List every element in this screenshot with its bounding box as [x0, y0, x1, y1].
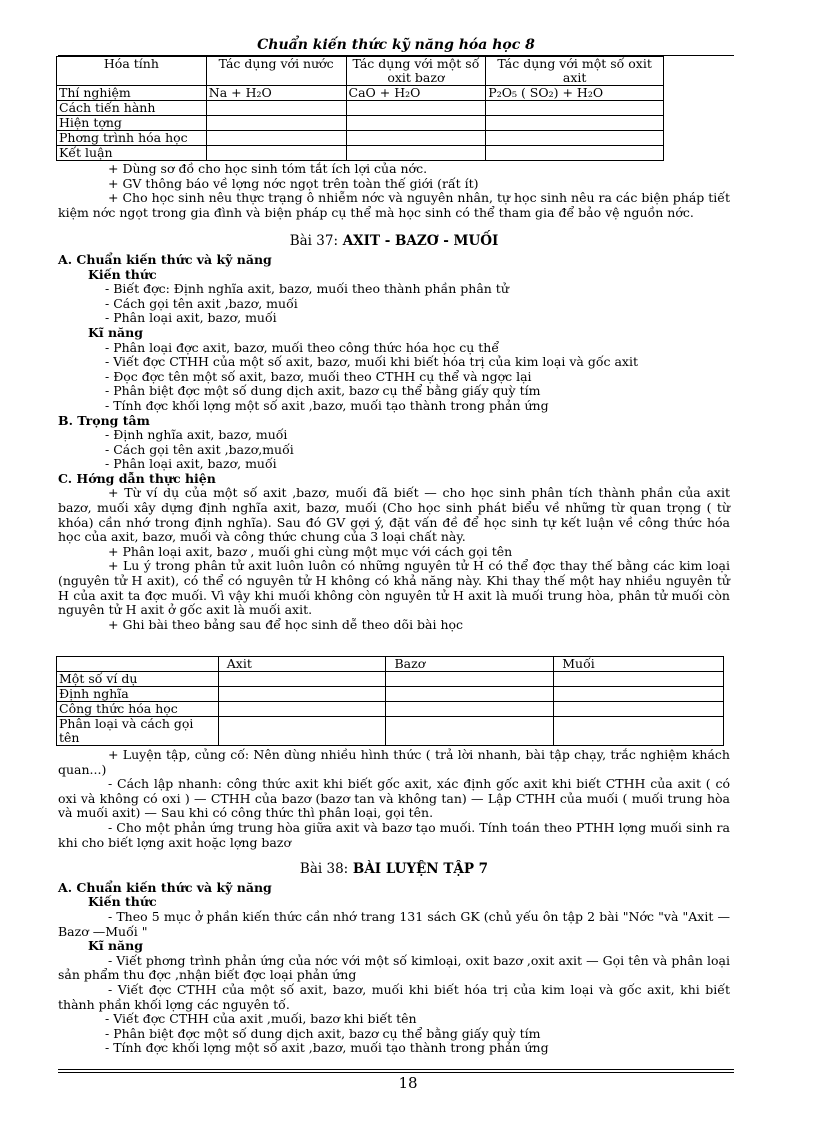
list-item: - Cách gọi tên axit ,bazơ,muối	[105, 441, 294, 457]
table-row	[57, 672, 724, 687]
paragraph: - Theo 5 mục ở phần kiến thức cần nhớ trang 131 sách GK (chủ yếu ôn tập 2 bài "Nớc "và "Axit — Bazơ —Muối "	[58, 908, 730, 939]
paragraph: - Cách lập nhanh: công thức axit khi biết gốc axit, xác định gốc axit khi biết CTHH của axit ( có oxi và không có oxi ) — CTHH của bazơ (bazơ tan và không tan) — Lập CTHH của muối ( muối trung hòa và muối axit) — Sau khi có công thức thì phân loại, gọi tên.	[58, 776, 730, 821]
table-cell	[218, 702, 386, 717]
table-cell	[486, 131, 664, 146]
paragraph: + Phân loại axit, bazơ , muối ghi cùng một mục với cách gọi tên	[108, 543, 513, 559]
page-number: 18	[398, 1074, 418, 1092]
footer-rule	[58, 1072, 734, 1073]
table-header-row	[57, 657, 724, 672]
section-heading: C. Hớng dẫn thực hiện	[58, 470, 216, 486]
paragraph: + Luyện tập, củng cố: Nên dùng nhiều hình thức ( trả lời nhanh, bài tập chạy, trắc nghiệm khách quan...)	[58, 747, 730, 777]
table-cell	[218, 687, 386, 702]
list-item: - Tính đợc khối lợng một số axit ,bazơ, muối tạo thành trong phản ứng	[105, 1040, 549, 1056]
section-heading: B. Trọng tâm	[58, 412, 150, 428]
list-item: - Viết đợc CTHH của một số axit, bazơ, muối khi biết hóa trị của kim loại và gốc axit	[105, 354, 638, 370]
table-cell	[346, 101, 486, 116]
subsection-heading: Kiến thức	[88, 894, 157, 910]
table-header-cell: Bazơ	[386, 657, 554, 672]
paragraph: - Viết phơng trình phản ứng của nớc với một số kimloại, oxit bazơ ,oxit axit — Gọi tên và phân loại sản phẩm thu đợc ,nhận biết đợc loại phản ứng	[58, 952, 730, 983]
table-cell	[386, 687, 554, 702]
table-cell: Phơng trình hóa học	[57, 131, 207, 146]
subsection-heading: Kĩ năng	[88, 324, 143, 340]
lesson-name: BÀI LUYỆN TẬP 7	[352, 861, 489, 878]
section-heading: A. Chuẩn kiến thức và kỹ năng	[58, 879, 272, 895]
list-item: - Cách gọi tên axit ,bazơ, muối	[105, 295, 298, 311]
lesson-title	[58, 234, 730, 249]
page-header: Chuẩn kiến thức kỹ năng hóa học 8	[58, 38, 734, 56]
summary-table	[56, 656, 724, 746]
table-cell	[206, 131, 346, 146]
lesson-name: AXIT - BAZƠ - MUỐI	[342, 233, 499, 250]
table-header-cell: Muối	[554, 657, 724, 672]
table-cell	[554, 702, 724, 717]
table-cell	[206, 146, 346, 161]
list-item: - Phân biệt đợc một số dung dịch axit, bazơ cụ thể bằng giấy quỳ tím	[105, 383, 541, 399]
table-cell: CaO + H₂O	[346, 86, 486, 101]
table-cell	[486, 116, 664, 131]
table-cell	[218, 672, 386, 687]
paragraph: + Cho học sinh nêu thực trạng ô nhiễm nớc và nguyên nhân, tự học sinh nêu ra các biện pháp tiết kiệm nớc ngọt trong gia đình và biện pháp cụ thể mà học sinh có thể tham gia để bảo vệ nguồn nớc.	[58, 190, 730, 220]
table-cell	[346, 116, 486, 131]
table-header-cell: Axit	[218, 657, 386, 672]
table-cell	[554, 672, 724, 687]
table-cell: Hiện tợng	[57, 116, 207, 131]
table-cell	[386, 672, 554, 687]
footer-rule	[58, 1069, 734, 1070]
table-row	[57, 702, 724, 717]
table-row	[57, 86, 664, 101]
table-row	[57, 717, 724, 746]
section-heading: A. Chuẩn kiến thức và kỹ năng	[58, 251, 272, 267]
table-cell	[486, 101, 664, 116]
lesson-number: Bài 38:	[299, 861, 349, 878]
table-header-cell	[57, 657, 219, 672]
lesson36-continuation	[58, 162, 730, 632]
table-cell	[346, 131, 486, 146]
table-cell: Kết luận	[57, 146, 207, 161]
lesson37-continuation	[58, 748, 730, 1056]
table-cell: Phân loại và cách gọi tên	[57, 717, 219, 746]
lesson-title	[58, 862, 730, 877]
table-row	[57, 131, 664, 146]
table-header-row	[57, 57, 664, 86]
paragraph: - Cho một phản ứng trung hòa giữa axit và bazơ tạo muối. Tính toán theo PTHH lợng muối sinh ra khi cho biết lợng axit hoặc lợng bazơ	[58, 819, 730, 850]
subsection-heading: Kĩ năng	[88, 938, 143, 954]
paragraph: + GV thông báo về lợng nớc ngọt trên toàn thế giới (rất ít)	[108, 175, 479, 191]
table-cell: Thí nghiệm	[57, 86, 207, 101]
list-item: - Tính đợc khối lợng một số axit ,bazơ, muối tạo thành trong phản ứng	[105, 397, 549, 413]
subsection-heading: Kiến thức	[88, 266, 157, 282]
list-item: - Phân biệt đợc một số dung dịch axit, bazơ cụ thể bằng giấy quỳ tím	[105, 1025, 541, 1041]
table-cell: Na + H₂O	[206, 86, 346, 101]
paragraph: + Dùng sơ đồ cho học sinh tóm tắt ích lợi của nớc.	[108, 161, 428, 176]
list-item: - Phân loại đợc axit, bazơ, muối theo công thức hóa học cụ thể	[105, 339, 500, 355]
table-cell: P₂O₅ ( SO₂) + H₂O	[486, 86, 664, 101]
table-cell: Cách tiến hành	[57, 101, 207, 116]
table-cell	[486, 146, 664, 161]
lesson-number: Bài 37:	[289, 233, 338, 250]
table-cell	[554, 687, 724, 702]
table-header-cell: Hóa tính	[57, 57, 207, 86]
table-cell	[206, 116, 346, 131]
table-cell	[386, 702, 554, 717]
table-row	[57, 146, 664, 161]
paragraph: + Từ ví dụ của một số axit ,bazơ, muối đã biết — cho học sinh phân tích thành phần của axit bazơ, muối xây dựng định nghĩa axit, bazơ, muối (Cho học sinh phát biểu về những từ quan trọng ( từ khóa) cần nhớ trong định nghĩa). Sau đó GV gợi ý, đặt vấn đề để học sinh tự kết luận về công thức hóa học của axit, bazơ, muối và công thức chung của 3 loại chất này.	[58, 485, 730, 545]
table-cell	[346, 146, 486, 161]
table-row	[57, 101, 664, 116]
table-cell	[218, 717, 386, 746]
table-cell: Công thức hóa học	[57, 702, 219, 717]
table-row	[57, 116, 664, 131]
paragraph: + Ghi bài theo bảng sau để học sinh dễ theo dõi bài học	[108, 616, 464, 632]
table-header-cell: Tác dụng với nước	[206, 57, 346, 86]
table-header-cell: Tác dụng với một số oxit axit	[486, 57, 664, 86]
table-cell	[206, 101, 346, 116]
properties-table	[56, 56, 664, 161]
table-header-cell: Tác dụng với một số oxit bazơ	[346, 57, 486, 86]
list-item: - Biết đợc: Định nghĩa axit, bazơ, muối theo thành phần phân tử	[105, 281, 509, 297]
table-cell	[386, 717, 554, 746]
table-row	[57, 687, 724, 702]
list-item: - Định nghĩa axit, bazơ, muối	[105, 427, 288, 443]
table-cell	[554, 717, 724, 746]
table-cell: Một số ví dụ	[57, 672, 219, 687]
list-item: - Phân loại axit, bazơ, muối	[105, 456, 277, 472]
list-item: - Phân loại axit, bazơ, muối	[105, 310, 277, 326]
list-item: - Đọc đợc tên một số axit, bazơ, muối theo CTHH cụ thể và ngợc lại	[105, 368, 532, 384]
table-cell: Định nghĩa	[57, 687, 219, 702]
paragraph: + Lu ý trong phân tử axit luôn luôn có những nguyên tử H có thể đợc thay thế bằng các kim loại (nguyên tử H axit), có thể có nguyên tử H không có khả năng này. Khi thay thế một hay nhiều nguyên tử H của axit ta đợc muối. Vì vậy khi muối không còn nguyên tử H axit là muối trung hòa, phân tử muối còn nguyên tử H axit ở gốc axit là muối axit.	[58, 558, 730, 618]
paragraph: - Viết đợc CTHH của một số axit, bazơ, muối khi biết hóa trị của kim loại và gốc axit, khi biết thành phần khối lợng các nguyên tố.	[58, 981, 730, 1012]
list-item: - Viết đợc CTHH của axit ,muối, bazơ khi biết tên	[105, 1011, 417, 1027]
